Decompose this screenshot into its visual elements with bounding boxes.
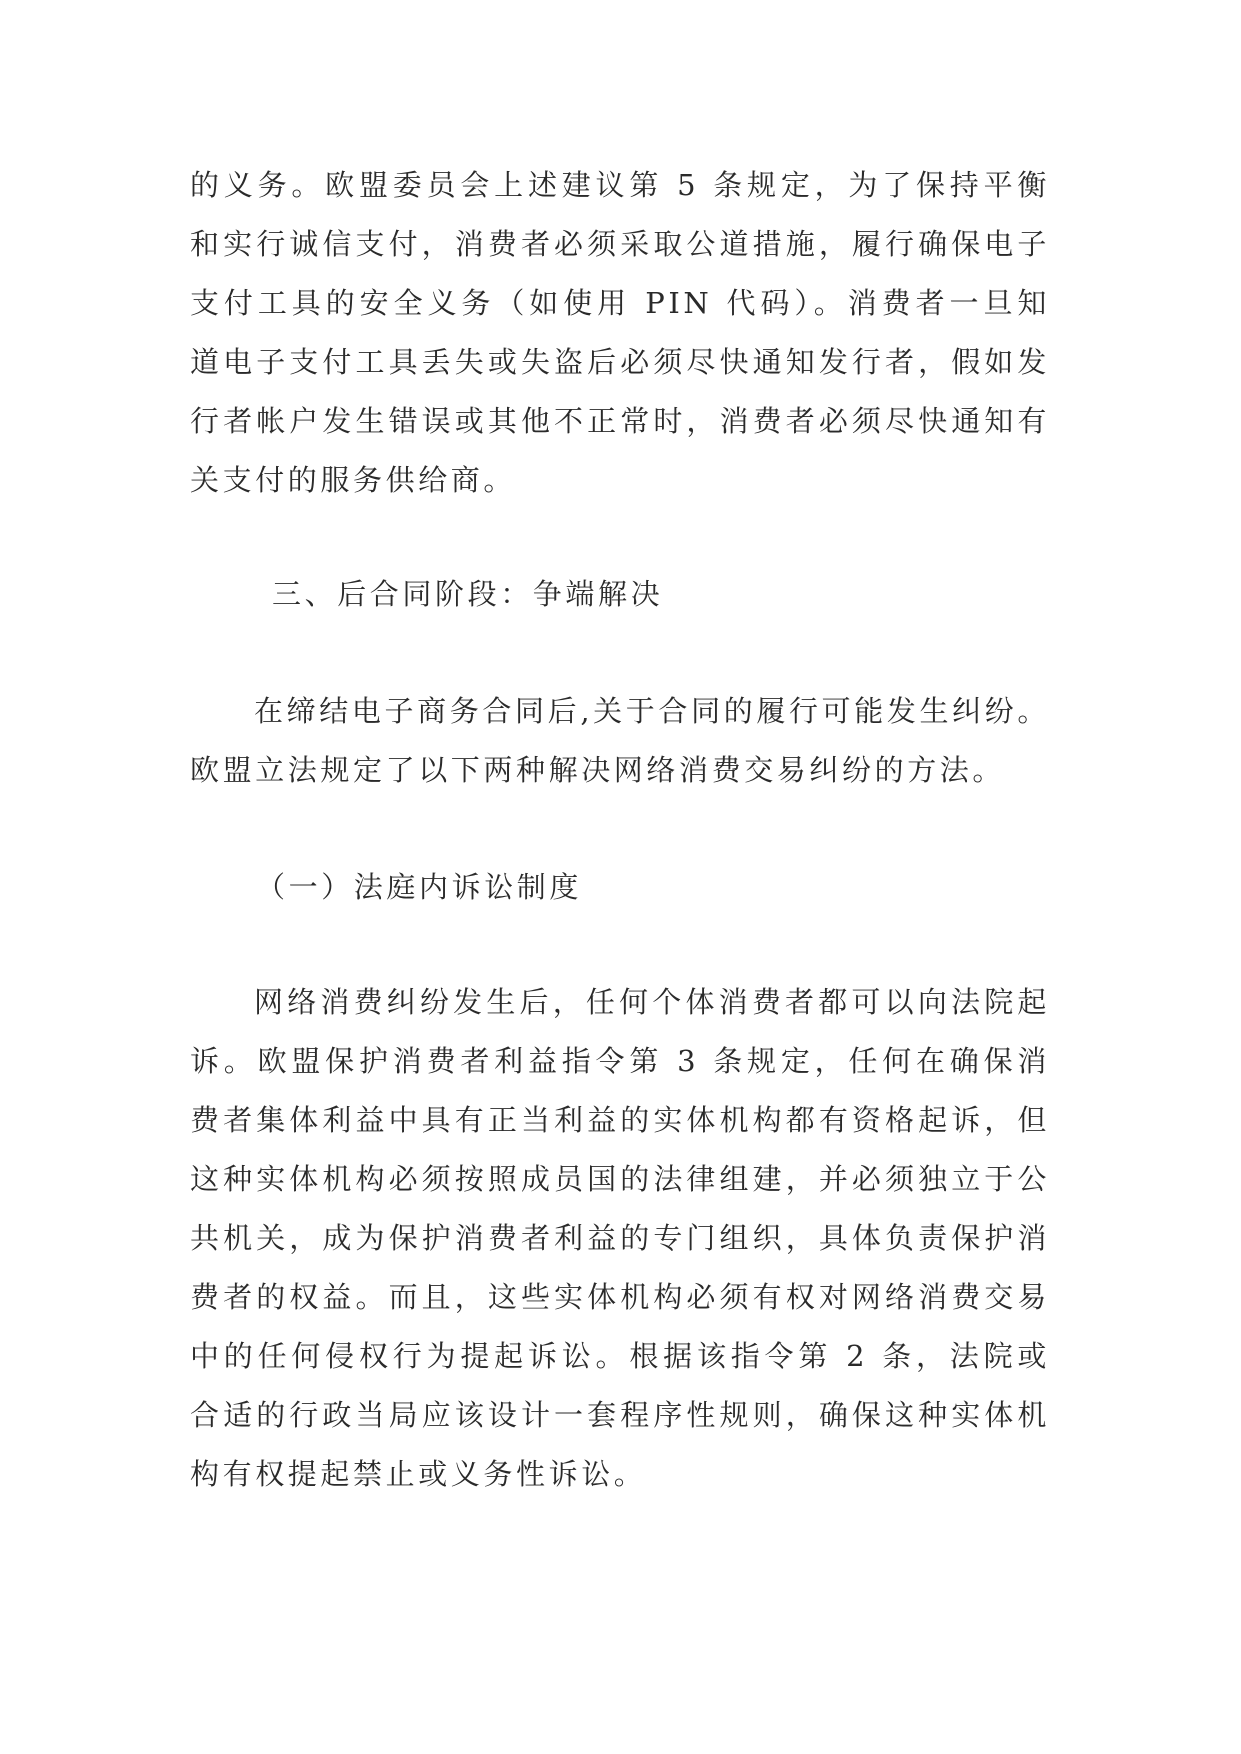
paragraph-intro: 在缔结电子商务合同后,关于合同的履行可能发生纠纷。欧盟立法规定了以下两种解决网络消费交易纠纷的方法。 [190, 694, 1050, 787]
paragraph-litigation: 网络消费纠纷发生后，任何个体消费者都可以向法院起诉。欧盟保护消费者利益指令第 3 条规定，任何在确保消费者集体利益中具有正当利益的实体机构都有资格起诉，但这种实体机构必须按照成员国的法律组建，并必须独立于公共机关，成为保护消费者利益的专门组织，具体负责保护消费者的权益。而且，这些实体机构必须有权对网络消费交易中的任何侵权行为提起诉讼。根据该指令第 2 条，法院或合适的行政当局应该设计一套程序性规则，确保这种实体机构有权提起禁止或义务性诉讼。 [190, 985, 1050, 1491]
paragraph-continuation: 的义务。欧盟委员会上述建议第 5 条规定，为了保持平衡和实行诚信支付，消费者必须采取公道措施，履行确保电子支付工具的安全义务（如使用 PIN 代码）。消费者一旦知道电子支付工具丢失或失盗后必须尽快通知发行者，假如发行者帐户发生错误或其他不正常时，消费者必须尽快通知有关支付的服务供给商。 [190, 168, 1050, 497]
subsection-heading: （一）法庭内诉讼制度 [256, 870, 583, 904]
section-heading: 三、后合同阶段：争端解决 [272, 577, 664, 611]
